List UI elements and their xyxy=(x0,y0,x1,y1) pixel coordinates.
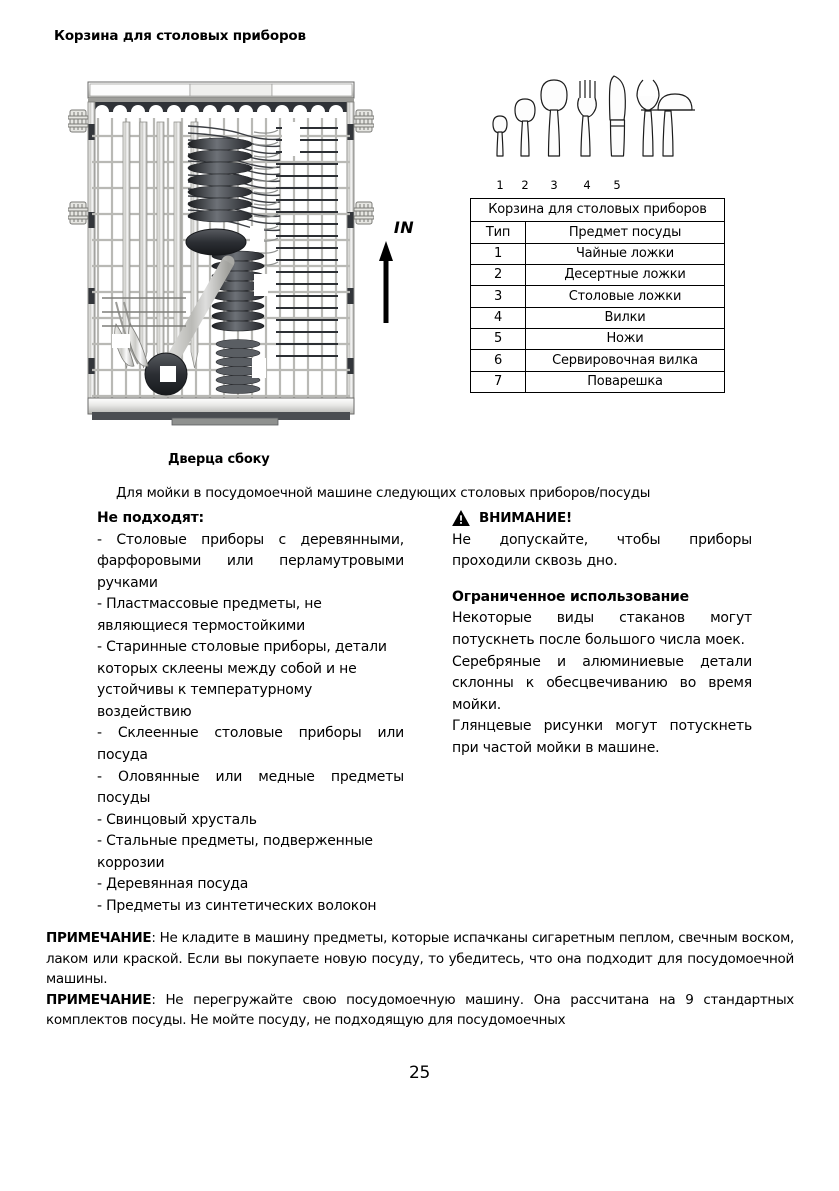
insertion-direction-indicator xyxy=(374,218,434,328)
spacer xyxy=(452,573,752,587)
table-row xyxy=(471,286,725,307)
table-row xyxy=(471,371,725,392)
column-header-type: Тип xyxy=(471,222,526,243)
table-header-row xyxy=(471,222,725,243)
cell-type: 7 xyxy=(471,371,526,392)
warning-text: Не допускайте, чтобы приборы проходили сквозь дно. xyxy=(452,531,752,570)
list-item: - Старинные столовые приборы, детали которых склеены между собой и не устойчивы к температурному воздействию xyxy=(97,639,387,720)
cell-item: Десертные ложки xyxy=(526,264,725,285)
table-row xyxy=(471,307,725,328)
limited-use-paragraph: Глянцевые рисунки могут потускнеть при частой мойки в машине. xyxy=(452,718,752,756)
cutlery-number-3: 3 xyxy=(550,178,558,192)
list-item: - Столовые приборы с деревянными, фарфоровыми или перламутровыми ручками xyxy=(97,531,404,591)
column-header-item: Предмет посуды xyxy=(526,222,725,243)
cell-type: 4 xyxy=(471,307,526,328)
cell-type: 5 xyxy=(471,328,526,349)
cell-type: 3 xyxy=(471,286,526,307)
cell-item: Вилки xyxy=(526,307,725,328)
notes-section xyxy=(46,928,794,1031)
table-row xyxy=(471,264,725,285)
table-row xyxy=(471,350,725,371)
list-item: - Склеенные столовые приборы или посуда xyxy=(97,725,404,764)
cell-item: Ножи xyxy=(526,328,725,349)
cutlery-number-labels xyxy=(484,178,696,194)
table-title: Корзина для столовых приборов xyxy=(471,199,725,222)
table-row xyxy=(471,243,725,264)
up-arrow-icon xyxy=(374,241,398,323)
list-item: - Предметы из синтетических волокон xyxy=(97,897,377,914)
list-item: - Пластмассовые предметы, не являющиеся термостойкими xyxy=(97,596,322,634)
limited-use-paragraph: Серебряные и алюминиевые детали склонны к обесцвечиванию во время мойки. xyxy=(452,653,752,713)
cell-item: Чайные ложки xyxy=(526,243,725,264)
cutlery-basket-illustration xyxy=(68,66,374,436)
note-paragraph xyxy=(46,990,794,1031)
cutlery-number-2: 2 xyxy=(521,178,529,192)
intro-paragraph: Для мойки в посудомоечной машине следующих столовых приборов/посуды xyxy=(116,485,651,501)
cutlery-number-5: 5 xyxy=(613,178,621,192)
note-text: : Не кладите в машину предметы, которые испачканы сигаретным пеплом, свечным воском, лаком или краской. Если вы покупаете новую посуду, то убедитесь, что она подходит для посудомоечной машины. xyxy=(46,930,794,988)
cell-item: Сервировочная вилка xyxy=(526,350,725,371)
warning-title: ВНИМАНИЕ! xyxy=(479,510,572,526)
cell-type: 2 xyxy=(471,264,526,285)
page-title: Корзина для столовых приборов xyxy=(54,28,306,44)
cell-item: Столовые ложки xyxy=(526,286,725,307)
cutlery-number-1: 1 xyxy=(496,178,504,192)
unsuitable-items-column xyxy=(97,508,404,917)
limited-use-heading: Ограниченное использование xyxy=(452,588,689,605)
unsuitable-subheading: Не подходят: xyxy=(97,510,204,526)
warning-heading xyxy=(452,508,752,529)
warning-triangle-icon xyxy=(452,510,470,526)
table-title-row xyxy=(471,199,725,222)
note-text: : Не перегружайте свою посудомоечную машину. Она рассчитана на 9 стандартных комплектов посуды. Не мойте посуду, не подходящую для посудомоечных xyxy=(46,991,794,1029)
warning-and-limitations-column xyxy=(452,508,752,759)
note-label: ПРИМЕЧАНИЕ xyxy=(46,930,152,946)
table-row xyxy=(471,328,725,349)
list-item: - Оловянные или медные предметы посуды xyxy=(97,768,404,807)
note-paragraph xyxy=(46,928,794,990)
cutlery-types-table xyxy=(470,198,725,393)
door-side-caption: Дверца сбоку xyxy=(168,452,270,467)
note-label: ПРИМЕЧАНИЕ xyxy=(46,991,152,1008)
list-item: - Свинцовый хрусталь xyxy=(97,811,257,828)
page-number: 25 xyxy=(408,1063,431,1083)
limited-use-paragraph: Некоторые виды стаканов могут потускнеть после большого числа моек. xyxy=(452,610,752,648)
cutlery-number-4: 4 xyxy=(583,178,591,192)
cutlery-types-illustration xyxy=(484,72,696,174)
in-label: IN xyxy=(393,218,415,237)
list-item: - Стальные предметы, подверженные коррозии xyxy=(97,833,373,871)
cell-type: 1 xyxy=(471,243,526,264)
list-item: - Деревянная посуда xyxy=(97,876,249,893)
cell-item: Поварешка xyxy=(526,371,725,392)
cell-type: 6 xyxy=(471,350,526,371)
